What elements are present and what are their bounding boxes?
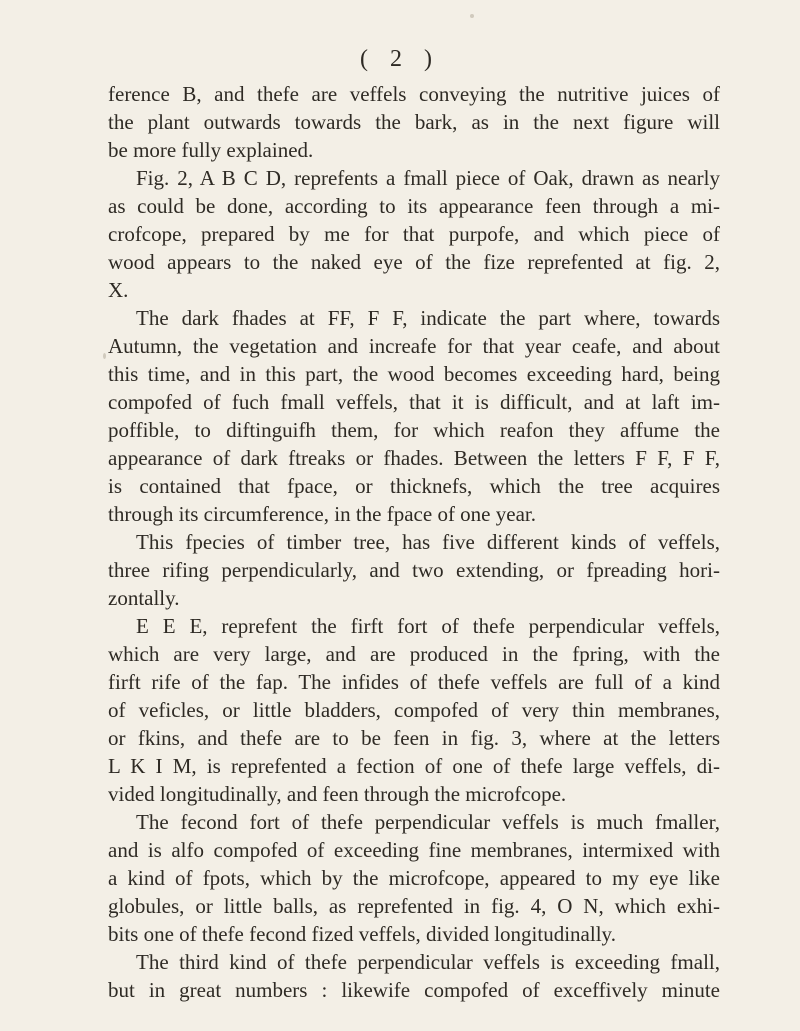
page-number: ( 2 ) [360, 46, 440, 72]
text-line: bits one of thefe fecond fized veffels, divided longitudinally. [108, 922, 616, 946]
text-line: which are very large, and are produced in the fpring, with the [108, 642, 720, 666]
text-line: zontally. [108, 586, 180, 610]
paper-speck [470, 14, 474, 18]
text-line: three rifing perpendicularly, and two extending, or fpreading hori- [108, 558, 720, 582]
text-line: globules, or little balls, as reprefented in fig. 4, O N, which exhi- [108, 894, 720, 918]
text-line: and is alfo compofed of exceeding fine membranes, intermixed with [108, 838, 720, 862]
text-line: be more fully explained. [108, 138, 314, 162]
text-line: appearance of dark ftreaks or fhades. Between the letters F F, F F, [108, 446, 720, 470]
text-line: firft rife of the fap. The infides of thefe veffels are full of a kind [108, 670, 720, 694]
text-line: Fig. 2, A B C D, reprefents a fmall piece of Oak, drawn as nearly [136, 166, 720, 190]
text-line: The dark fhades at FF, F F, indicate the part where, towards [136, 306, 720, 330]
body-text [108, 80, 720, 1004]
text-line: L K I M, is reprefented a fection of one of thefe large veffels, di- [108, 754, 720, 778]
text-line: but in great numbers : likewife compofed of exceffively minute [108, 978, 720, 1002]
text-line: of veficles, or little bladders, compofed of very thin membranes, [108, 698, 720, 722]
text-line: the plant outwards towards the bark, as in the next figure will [108, 110, 720, 134]
text-line: The third kind of thefe perpendicular veffels is exceeding fmall, [136, 950, 720, 974]
text-line: compofed of fuch fmall veffels, that it is difficult, and at laft im- [108, 390, 720, 414]
text-line: through its circumference, in the fpace of one year. [108, 502, 536, 526]
text-line: This fpecies of timber tree, has five different kinds of veffels, [136, 530, 720, 554]
text-line: ference B, and thefe are veffels conveying the nutritive juices of [108, 82, 720, 106]
text-line: is contained that fpace, or thicknefs, which the tree acquires [108, 474, 720, 498]
text-line: vided longitudinally, and feen through the microfcope. [108, 782, 567, 806]
paper-speck [103, 353, 106, 359]
text-line: crofcope, prepared by me for that purpofe, and which piece of [108, 222, 720, 246]
text-line: poffible, to diftinguifh them, for which reafon they affume the [108, 418, 720, 442]
text-line: E E E, reprefent the firft fort of thefe perpendicular veffels, [136, 614, 720, 638]
text-line: or fkins, and thefe are to be feen in fig. 3, where at the letters [108, 726, 720, 750]
text-line: X. [108, 278, 129, 302]
text-line: The fecond fort of thefe perpendicular veffels is much fmaller, [136, 810, 720, 834]
text-line: wood appears to the naked eye of the fize reprefented at fig. 2, [108, 250, 720, 274]
text-line: as could be done, according to its appearance feen through a mi- [108, 194, 720, 218]
text-line: a kind of fpots, which by the microfcope, appeared to my eye like [108, 866, 720, 890]
text-line: Autumn, the vegetation and increafe for that year ceafe, and about [108, 334, 720, 358]
text-line: this time, and in this part, the wood becomes exceeding hard, being [108, 362, 720, 386]
